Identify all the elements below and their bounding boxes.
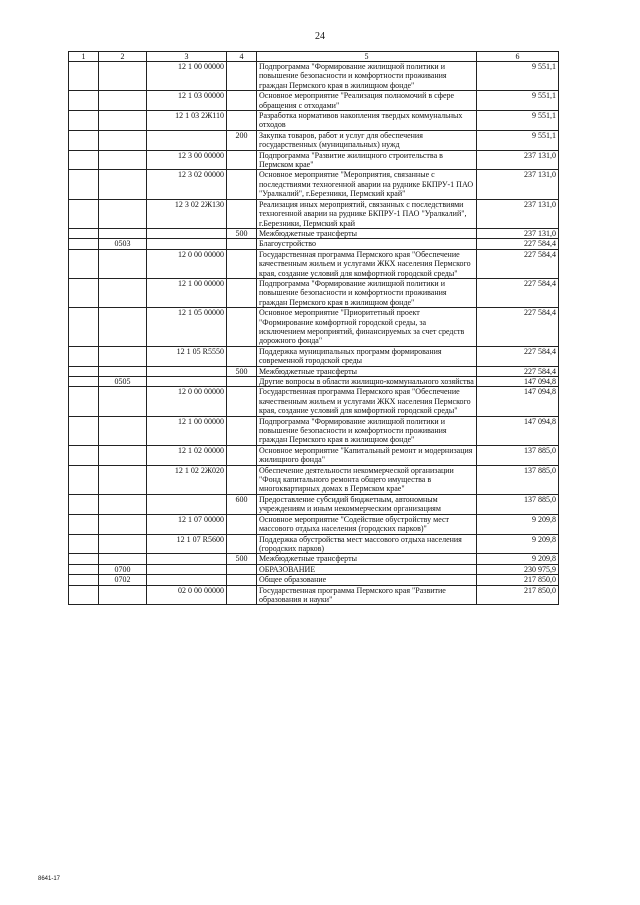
subsection-cell: 0700: [99, 564, 147, 574]
target-article-cell: 12 1 02 2Ж020: [147, 465, 227, 494]
amount-cell: 147 094,8: [477, 387, 559, 416]
section-cell: [69, 170, 99, 199]
table-row: [69, 494, 559, 514]
table-row: [69, 111, 559, 131]
table-row: [69, 346, 559, 366]
table-row: [69, 585, 559, 605]
item-name-cell: Разработка нормативов накопления твердых коммунальных отходов: [257, 111, 477, 131]
subsection-cell: [99, 534, 147, 554]
section-cell: [69, 278, 99, 307]
expense-type-cell: [227, 575, 257, 585]
table-row: [69, 465, 559, 494]
item-name-cell: Предоставление субсидий бюджетным, автономным учреждениям и иным некоммерческим организациям: [257, 494, 477, 514]
section-cell: [69, 111, 99, 131]
amount-cell: 227 584,4: [477, 366, 559, 376]
section-cell: [69, 534, 99, 554]
target-article-cell: [147, 494, 227, 514]
budget-table: [68, 51, 559, 605]
amount-cell: 9 209,8: [477, 554, 559, 564]
table-row: [69, 534, 559, 554]
amount-cell: 217 850,0: [477, 575, 559, 585]
table-row: [69, 387, 559, 416]
amount-cell: 237 131,0: [477, 170, 559, 199]
amount-cell: 9 209,8: [477, 534, 559, 554]
footer-code: 8641-17: [38, 876, 61, 882]
target-article-cell: 02 0 00 00000: [147, 585, 227, 605]
subsection-cell: [99, 465, 147, 494]
target-article-cell: [147, 554, 227, 564]
section-cell: [69, 150, 99, 170]
expense-type-cell: [227, 416, 257, 445]
amount-cell: 137 885,0: [477, 465, 559, 494]
amount-cell: 9 551,1: [477, 91, 559, 111]
subsection-cell: 0702: [99, 575, 147, 585]
target-article-cell: 12 1 02 00000: [147, 445, 227, 465]
expense-type-cell: [227, 62, 257, 91]
section-cell: [69, 239, 99, 249]
target-article-cell: [147, 228, 227, 238]
target-article-cell: 12 1 00 00000: [147, 278, 227, 307]
subsection-cell: [99, 199, 147, 228]
expense-type-cell: [227, 249, 257, 278]
section-cell: [69, 575, 99, 585]
item-name-cell: Подпрограмма "Формирование жилищной политики и повышение безопасности и комфортности проживания граждан Пермского края в жилищном фонде": [257, 278, 477, 307]
column-header: 2: [99, 52, 147, 62]
expense-type-cell: [227, 465, 257, 494]
item-name-cell: Обеспечение деятельности некоммерческой организации "Фонд капитального ремонта общего имущества в многоквартирных домах в Пермском крае": [257, 465, 477, 494]
section-cell: [69, 585, 99, 605]
item-name-cell: Основное мероприятие "Содействие обустройству мест массового отдыха населения (городских парков)": [257, 514, 477, 534]
target-article-cell: 12 1 00 00000: [147, 62, 227, 91]
column-header: 4: [227, 52, 257, 62]
table-row: [69, 278, 559, 307]
item-name-cell: Подпрограмма "Формирование жилищной политики и повышение безопасности и комфортности проживания граждан Пермского края в жилищном фонде": [257, 416, 477, 445]
page-number: 24: [315, 31, 325, 42]
item-name-cell: Поддержка обустройства мест массового отдыха населения (городских парков): [257, 534, 477, 554]
item-name-cell: Подпрограмма "Формирование жилищной политики и повышение безопасности и комфортности проживания граждан Пермского края в жилищном фонде": [257, 62, 477, 91]
section-cell: [69, 465, 99, 494]
expense-type-cell: [227, 239, 257, 249]
target-article-cell: [147, 239, 227, 249]
section-cell: [69, 366, 99, 376]
subsection-cell: [99, 387, 147, 416]
expense-type-cell: 500: [227, 228, 257, 238]
subsection-cell: [99, 445, 147, 465]
section-cell: [69, 494, 99, 514]
amount-cell: 227 584,4: [477, 239, 559, 249]
target-article-cell: 12 1 03 2Ж110: [147, 111, 227, 131]
table-row: [69, 150, 559, 170]
table-row: [69, 445, 559, 465]
expense-type-cell: [227, 377, 257, 387]
section-cell: [69, 346, 99, 366]
amount-cell: 217 850,0: [477, 585, 559, 605]
section-cell: [69, 91, 99, 111]
section-cell: [69, 416, 99, 445]
expense-type-cell: 500: [227, 366, 257, 376]
amount-cell: 147 094,8: [477, 377, 559, 387]
expense-type-cell: [227, 170, 257, 199]
item-name-cell: Подпрограмма "Развитие жилищного строительства в Пермском крае": [257, 150, 477, 170]
amount-cell: 227 584,4: [477, 278, 559, 307]
table-row: [69, 130, 559, 150]
section-cell: [69, 62, 99, 91]
item-name-cell: Основное мероприятие "Приоритетный проект "Формирование комфортной городской среды, за исключением мероприятий, финансируемых за счет средств дорожного фонда": [257, 308, 477, 347]
table-row: [69, 91, 559, 111]
target-article-cell: 12 3 02 00000: [147, 170, 227, 199]
table-row: [69, 62, 559, 91]
subsection-cell: [99, 585, 147, 605]
expense-type-cell: [227, 150, 257, 170]
subsection-cell: [99, 228, 147, 238]
expense-type-cell: [227, 564, 257, 574]
target-article-cell: [147, 575, 227, 585]
column-header: 6: [477, 52, 559, 62]
item-name-cell: Основное мероприятие "Реализация полномочий в сфере обращения с отходами": [257, 91, 477, 111]
table-row: [69, 514, 559, 534]
item-name-cell: ОБРАЗОВАНИЕ: [257, 564, 477, 574]
subsection-cell: [99, 150, 147, 170]
amount-cell: 237 131,0: [477, 150, 559, 170]
section-cell: [69, 387, 99, 416]
expense-type-cell: [227, 387, 257, 416]
table-row: [69, 199, 559, 228]
expense-type-cell: [227, 278, 257, 307]
subsection-cell: 0505: [99, 377, 147, 387]
target-article-cell: [147, 564, 227, 574]
table-header-row: [69, 52, 559, 62]
section-cell: [69, 514, 99, 534]
column-header: 1: [69, 52, 99, 62]
column-header: 5: [257, 52, 477, 62]
table-row: [69, 377, 559, 387]
item-name-cell: Государственная программа Пермского края "Развитие образования и науки": [257, 585, 477, 605]
section-cell: [69, 130, 99, 150]
expense-type-cell: [227, 346, 257, 366]
section-cell: [69, 554, 99, 564]
amount-cell: 227 584,4: [477, 346, 559, 366]
target-article-cell: [147, 377, 227, 387]
table-row: [69, 308, 559, 347]
table-row: [69, 249, 559, 278]
amount-cell: 9 209,8: [477, 514, 559, 534]
expense-type-cell: [227, 199, 257, 228]
subsection-cell: [99, 170, 147, 199]
section-cell: [69, 564, 99, 574]
item-name-cell: Реализация иных мероприятий, связанных с последствиями техногенной аварии на руднике БКПРУ-1 ПАО "Уралкалий", г.Березники, Пермский край: [257, 199, 477, 228]
item-name-cell: Общее образование: [257, 575, 477, 585]
subsection-cell: [99, 554, 147, 564]
section-cell: [69, 308, 99, 347]
target-article-cell: [147, 130, 227, 150]
item-name-cell: Межбюджетные трансферты: [257, 366, 477, 376]
amount-cell: 9 551,1: [477, 111, 559, 131]
subsection-cell: 0503: [99, 239, 147, 249]
item-name-cell: Государственная программа Пермского края "Обеспечение качественным жильем и услугами ЖКХ населения Пермского края, создание условий для комфортной городской среды": [257, 249, 477, 278]
item-name-cell: Межбюджетные трансферты: [257, 554, 477, 564]
expense-type-cell: [227, 308, 257, 347]
amount-cell: 237 131,0: [477, 228, 559, 238]
amount-cell: 9 551,1: [477, 130, 559, 150]
expense-type-cell: 600: [227, 494, 257, 514]
amount-cell: 237 131,0: [477, 199, 559, 228]
amount-cell: 227 584,4: [477, 249, 559, 278]
section-cell: [69, 377, 99, 387]
table-row: [69, 366, 559, 376]
subsection-cell: [99, 249, 147, 278]
amount-cell: 137 885,0: [477, 494, 559, 514]
expense-type-cell: [227, 585, 257, 605]
target-article-cell: 12 1 07 00000: [147, 514, 227, 534]
subsection-cell: [99, 494, 147, 514]
expense-type-cell: [227, 514, 257, 534]
target-article-cell: 12 1 05 R5550: [147, 346, 227, 366]
subsection-cell: [99, 62, 147, 91]
target-article-cell: 12 0 00 00000: [147, 387, 227, 416]
target-article-cell: [147, 366, 227, 376]
expense-type-cell: 200: [227, 130, 257, 150]
expense-type-cell: [227, 534, 257, 554]
target-article-cell: 12 3 00 00000: [147, 150, 227, 170]
item-name-cell: Государственная программа Пермского края "Обеспечение качественным жильем и услугами ЖКХ населения Пермского края, создание условий для комфортной городской среды": [257, 387, 477, 416]
target-article-cell: 12 1 03 00000: [147, 91, 227, 111]
expense-type-cell: [227, 91, 257, 111]
section-cell: [69, 445, 99, 465]
table-body: [69, 62, 559, 605]
subsection-cell: [99, 346, 147, 366]
table-row: [69, 416, 559, 445]
subsection-cell: [99, 91, 147, 111]
subsection-cell: [99, 130, 147, 150]
target-article-cell: 12 1 00 00000: [147, 416, 227, 445]
item-name-cell: Основное мероприятие "Капитальный ремонт и модернизация жилищного фонда": [257, 445, 477, 465]
subsection-cell: [99, 111, 147, 131]
item-name-cell: Закупка товаров, работ и услуг для обеспечения государственных (муниципальных) нужд: [257, 130, 477, 150]
target-article-cell: 12 0 00 00000: [147, 249, 227, 278]
amount-cell: 227 584,4: [477, 308, 559, 347]
subsection-cell: [99, 416, 147, 445]
table-row: [69, 239, 559, 249]
subsection-cell: [99, 278, 147, 307]
table-row: [69, 170, 559, 199]
subsection-cell: [99, 366, 147, 376]
expense-type-cell: 500: [227, 554, 257, 564]
section-cell: [69, 249, 99, 278]
section-cell: [69, 199, 99, 228]
table-row: [69, 228, 559, 238]
item-name-cell: Основное мероприятие "Мероприятия, связанные с последствиями техногенной аварии на руднике БКПРУ-1 ПАО "Уралкалий", г.Березники, Пермский край": [257, 170, 477, 199]
target-article-cell: 12 1 07 R5600: [147, 534, 227, 554]
amount-cell: 147 094,8: [477, 416, 559, 445]
target-article-cell: 12 3 02 2Ж130: [147, 199, 227, 228]
amount-cell: 137 885,0: [477, 445, 559, 465]
amount-cell: 9 551,1: [477, 62, 559, 91]
section-cell: [69, 228, 99, 238]
expense-type-cell: [227, 445, 257, 465]
item-name-cell: Благоустройство: [257, 239, 477, 249]
table-row: [69, 564, 559, 574]
subsection-cell: [99, 514, 147, 534]
subsection-cell: [99, 308, 147, 347]
target-article-cell: 12 1 05 00000: [147, 308, 227, 347]
amount-cell: 230 975,9: [477, 564, 559, 574]
item-name-cell: Поддержка муниципальных программ формирования современной городской среды: [257, 346, 477, 366]
table-row: [69, 554, 559, 564]
column-header: 3: [147, 52, 227, 62]
item-name-cell: Межбюджетные трансферты: [257, 228, 477, 238]
table-row: [69, 575, 559, 585]
expense-type-cell: [227, 111, 257, 131]
item-name-cell: Другие вопросы в области жилищно-коммунального хозяйства: [257, 377, 477, 387]
